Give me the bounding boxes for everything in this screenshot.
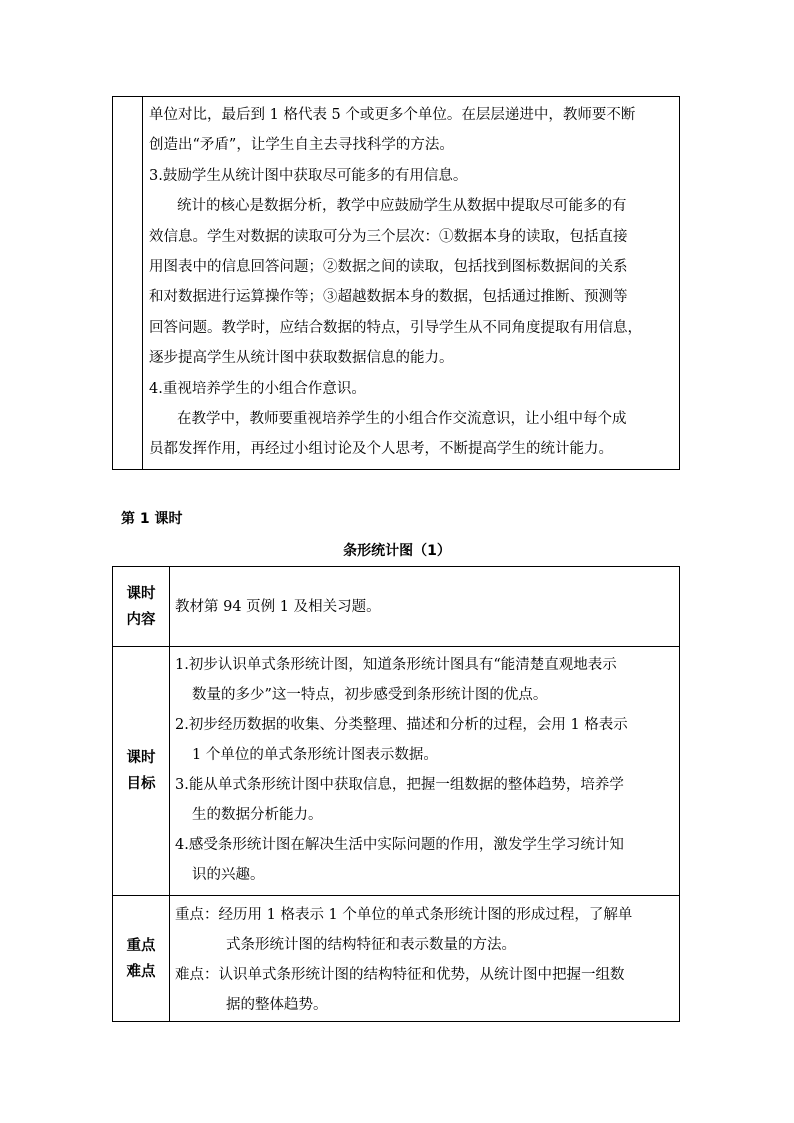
paragraph-line: 统计的核心是数据分析，教学中应鼓励学生从数据中提取尽可能多的有: [177, 198, 627, 215]
section-heading: 3.鼓励学生从统计图中获取尽可能多的有用信息。: [149, 167, 468, 184]
paragraph-line: 和对数据进行运算操作等；③超越数据本身的数据，包括通过推断、预测等: [149, 289, 628, 306]
table-row-goals: [113, 647, 679, 896]
row-label: [113, 567, 170, 646]
table-row-content: [113, 567, 679, 647]
row-label: [113, 896, 170, 1021]
row-label-line: 目标: [126, 776, 156, 792]
goal-item-continued: 生的数据分析能力。: [192, 807, 323, 823]
keypoint-item: 重点：经历用 1 格表示 1 个单位的单式条形统计图的形成过程，了解单: [175, 907, 633, 923]
paragraph-line: 效信息。学生对数据的读取可分为三个层次：①数据本身的读取，包括直接: [149, 228, 628, 245]
paragraph-line: 员都发挥作用，再经过小组讨论及个人思考，不断提高学生的统计能力。: [149, 441, 613, 458]
goal-item-continued: 1 个单位的单式条形统计图表示数据。: [192, 747, 438, 763]
paragraph-line: 用图表中的信息回答问题；②数据之间的读取，包括找到图标数据间的关系: [149, 259, 628, 276]
paragraph-line: 创造出“矛盾”，让学生自主去寻找科学的方法。: [149, 137, 454, 154]
keypoint-item-continued: 式条形统计图的结构特征和表示数量的方法。: [226, 937, 516, 953]
row-label-line: 课时: [126, 750, 156, 766]
goal-item: 4.感受条形统计图在解决生活中实际问题的作用，激发学生学习统计知: [175, 837, 624, 853]
continuation-label-cell: [113, 97, 143, 469]
continuation-body: [149, 100, 674, 465]
table-row-keypoints: [113, 896, 679, 1021]
paragraph-line: 在教学中，教师要重视培养学生的小组合作交流意识，让小组中每个成: [177, 411, 627, 428]
row-label-line: 内容: [126, 611, 156, 628]
continuation-table: [112, 96, 680, 470]
goal-item: 3.能从单式条形统计图中获取信息，把握一组数据的整体趋势，培养学: [175, 777, 624, 793]
goal-item: 2.初步经历数据的收集、分类整理、描述和分析的过程，会用 1 格表示: [175, 717, 628, 733]
goal-item: 1.初步认识单式条形统计图，知道条形统计图具有“能清楚直观地表示: [175, 657, 617, 673]
goal-item-continued: 数量的多少”这一特点，初步感受到条形统计图的优点。: [192, 687, 548, 703]
row-label-line: 难点: [126, 963, 156, 980]
paragraph-line: 单位对比，最后到 1 格代表 5 个或更多个单位。在层层递进中，教师要不断: [149, 107, 636, 123]
lesson-title: 条形统计图（1）: [343, 543, 451, 559]
content-text: 教材第 94 页例 1 及相关习题。: [175, 598, 381, 615]
paragraph-line: 逐步提高学生从统计图中获取数据信息的能力。: [149, 350, 454, 367]
lesson-info-table: [112, 566, 680, 1022]
row-content: [175, 567, 675, 646]
goal-item-continued: 识的兴趣。: [192, 867, 265, 883]
keypoint-item: 难点：认识单式条形统计图的结构特征和优势，从统计图中把握一组数: [175, 967, 625, 983]
row-label-line: 课时: [126, 585, 156, 602]
section-heading: 4.重视培养学生的小组合作意识。: [149, 380, 366, 397]
row-content: [175, 896, 675, 1021]
paragraph-line: 回答问题。教学时，应结合数据的特点，引导学生从不同角度提取有用信息，: [149, 319, 642, 336]
row-content: [175, 647, 675, 895]
lesson-number: 第 1 课时: [121, 511, 183, 527]
keypoint-item-continued: 据的整体趋势。: [226, 997, 328, 1013]
row-label: [113, 647, 170, 895]
row-label-line: 重点: [126, 937, 156, 954]
